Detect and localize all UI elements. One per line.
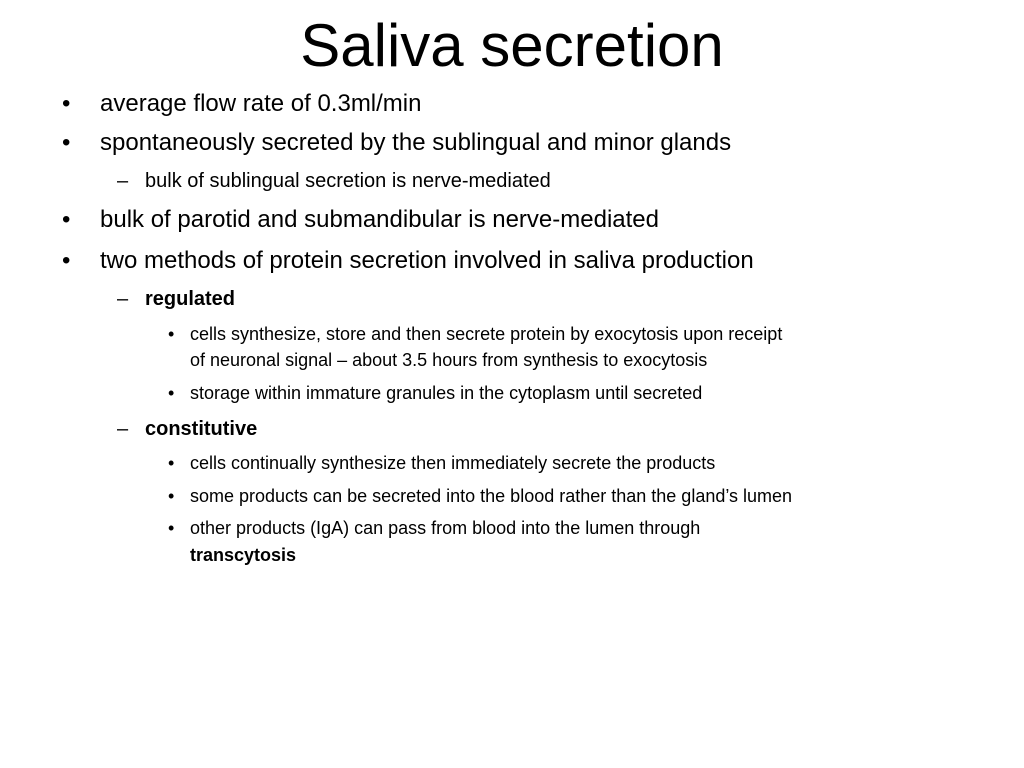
dash-marker: – (117, 288, 129, 310)
bullet-marker: • (62, 206, 71, 233)
sub-bullet-regulated: regulated (145, 288, 236, 310)
detail-constitutive-iga: other products (IgA) can pass from blood into the lumen through (190, 518, 701, 538)
dash-marker: – (117, 418, 129, 440)
detail-regulated-exocytosis: cells synthesize, store and then secrete protein by exocytosis upon receipt (190, 324, 783, 344)
detail-regulated-exocytosis-cont: of neuronal signal – about 3.5 hours from synthesis to exocytosis (190, 350, 708, 370)
bullet-marker: • (168, 518, 175, 538)
bullet-spontaneous-secretion: spontaneously secreted by the sublingual and minor glands (100, 129, 732, 156)
detail-constitutive-synthesis: cells continually synthesize then immediately secrete the products (190, 453, 716, 473)
bullet-two-methods: two methods of protein secretion involved in saliva production (100, 247, 754, 274)
slide-title: Saliva secretion (300, 12, 724, 79)
bullet-parotid-submandibular: bulk of parotid and submandibular is nerve-mediated (100, 206, 659, 233)
sub-bullet-sublingual: bulk of sublingual secretion is nerve-mediated (145, 170, 551, 192)
bullet-flow-rate: average flow rate of 0.3ml/min (100, 90, 422, 117)
dash-marker: – (117, 170, 129, 192)
bullet-marker: • (168, 383, 175, 403)
bullet-marker: • (168, 453, 175, 473)
bullet-marker: • (168, 324, 175, 344)
bullet-marker: • (168, 486, 175, 506)
sub-bullet-constitutive: constitutive (145, 418, 258, 440)
bullet-marker: • (62, 90, 71, 117)
detail-constitutive-transcytosis: transcytosis (190, 545, 297, 565)
bullet-marker: • (62, 247, 71, 274)
detail-regulated-storage: storage within immature granules in the cytoplasm until secreted (190, 383, 703, 403)
detail-constitutive-blood: some products can be secreted into the blood rather than the gland’s lumen (190, 486, 793, 506)
bullet-marker: • (62, 129, 71, 156)
